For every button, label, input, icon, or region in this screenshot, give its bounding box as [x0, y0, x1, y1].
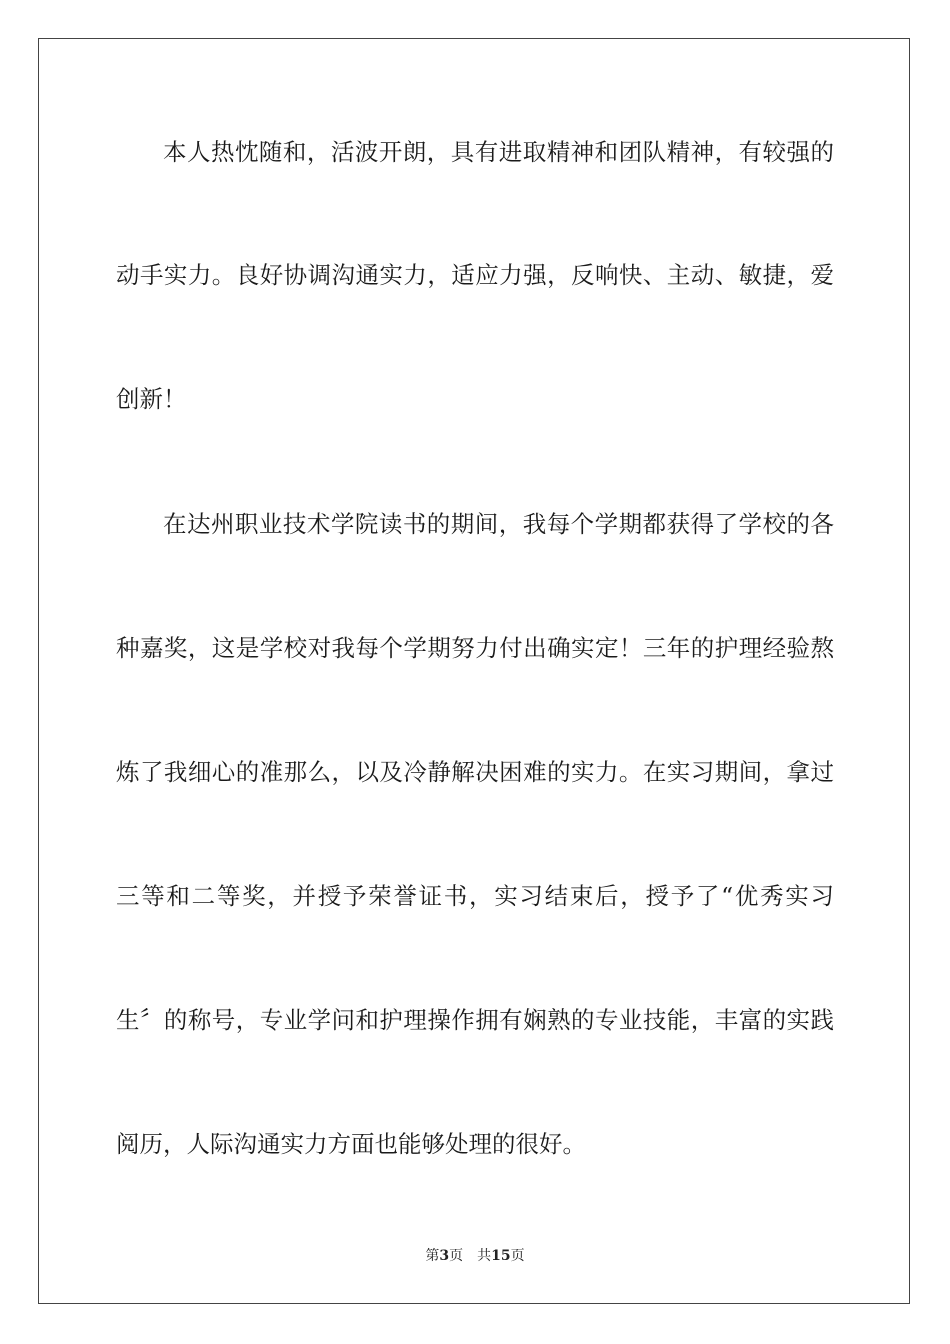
paragraph-2-line-3: 炼了我细心的准那么，以及冷静解决困难的实力。在实习期间，拿过: [116, 758, 834, 786]
footer-page-suffix: 页: [449, 1248, 464, 1264]
paragraph-2-line-2: 种嘉奖，这是学校对我每个学期努力付出确实定！三年的护理经验熬: [116, 634, 834, 662]
page-footer: [0, 1247, 950, 1265]
footer-total-prefix: 共: [477, 1248, 492, 1264]
paragraph-2-line-5: 生〞的称号，专业学问和护理操作拥有娴熟的专业技能，丰富的实践: [116, 1006, 834, 1034]
paragraph-2-line-4: 三等和二等奖，并授予荣誉证书，实习结束后，授予了“优秀实习: [116, 882, 834, 910]
footer-page-number: 3: [439, 1248, 450, 1264]
page-frame: [38, 38, 910, 1304]
footer-total-pages: 15: [491, 1248, 511, 1264]
paragraph-1-line-1: 本人热忱随和，活波开朗，具有进取精神和团队精神，有较强的: [163, 138, 834, 166]
footer-total-suffix: 页: [510, 1248, 525, 1264]
paragraph-1-line-2: 动手实力。良好协调沟通实力，适应力强，反响快、主动、敏捷，爱: [116, 261, 834, 289]
footer-page-prefix: 第: [425, 1248, 440, 1264]
paragraph-2-line-1: 在达州职业技术学院读书的期间，我每个学期都获得了学校的各: [163, 510, 834, 538]
paragraph-1-line-3: 创新！: [116, 385, 187, 413]
paragraph-2-line-6: 阅历，人际沟通实力方面也能够处理的很好。: [116, 1130, 586, 1158]
